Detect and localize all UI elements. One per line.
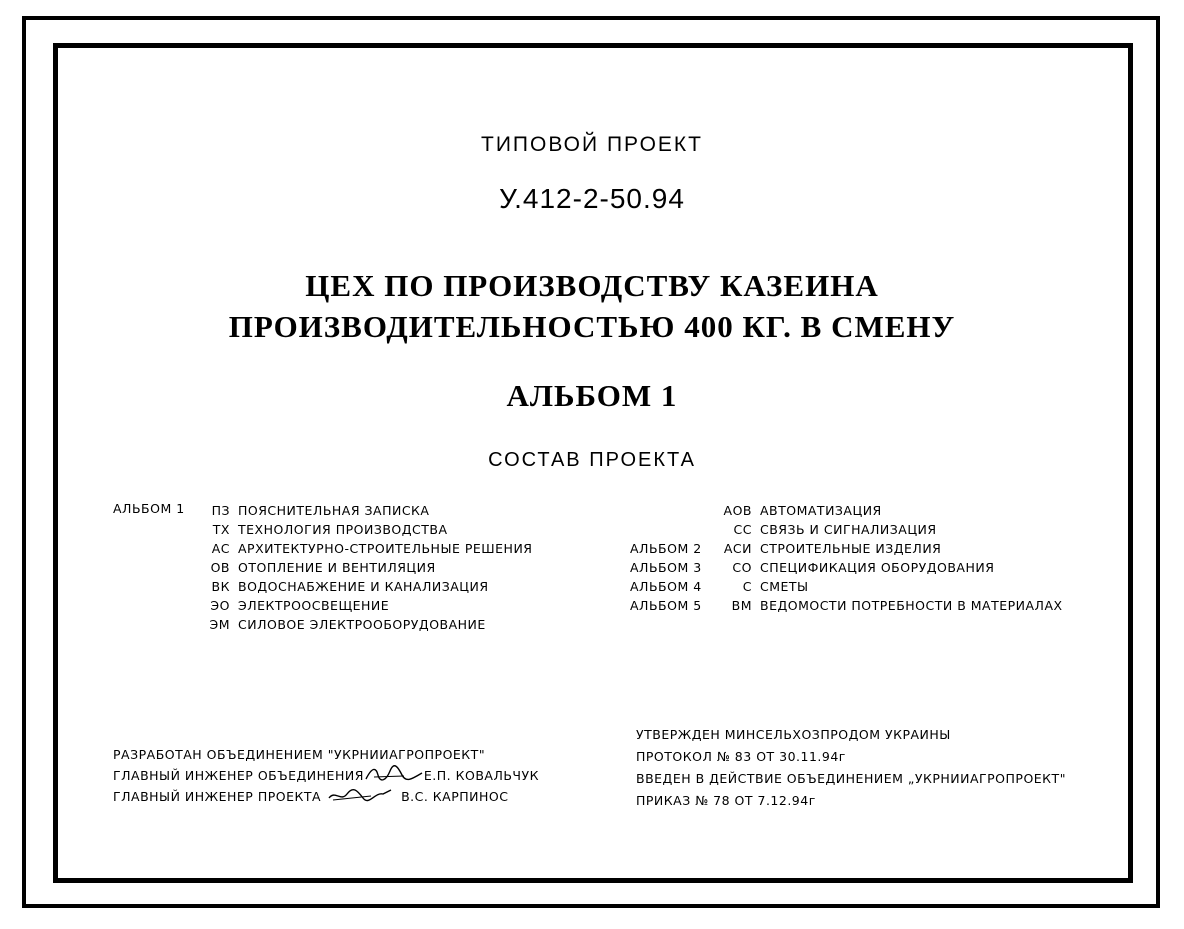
list-item <box>630 577 1063 596</box>
list-item <box>630 539 1063 558</box>
left-album-label: АЛЬБОМ 1 <box>113 501 185 516</box>
chief-engineer-org-label: ГЛАВНЫЙ ИНЖЕНЕР ОБЪЕДИНЕНИЯ <box>113 768 364 783</box>
section-name: СМЕТЫ <box>760 579 809 594</box>
section-code: С <box>742 579 752 594</box>
project-code: У.412-2-50.94 <box>499 183 685 214</box>
album-number <box>630 501 722 520</box>
section-code: ВМ <box>731 598 752 613</box>
section-name: СТРОИТЕЛЬНЫЕ ИЗДЕЛИЯ <box>760 541 942 556</box>
protocol-line <box>636 746 1066 768</box>
list-item <box>630 520 1063 539</box>
order-line <box>636 790 1066 812</box>
section-code: ПЗ <box>211 503 230 518</box>
developer-block <box>113 744 539 807</box>
list-item <box>630 596 1063 615</box>
section-code: ВК <box>211 579 230 594</box>
chief-engineer-project-name: В.С. КАРПИНОС <box>401 789 509 804</box>
album-number: АЛЬБОМ 3 <box>630 560 702 575</box>
section-code: АОВ <box>723 503 752 518</box>
list-item <box>200 577 533 596</box>
album-number: АЛЬБОМ 4 <box>630 579 702 594</box>
section-code: ТХ <box>212 522 230 537</box>
section-code: АС <box>211 541 230 556</box>
enacted-by-line <box>636 768 1066 790</box>
section-name: СВЯЗЬ И СИГНАЛИЗАЦИЯ <box>760 522 937 537</box>
composition-list-left <box>200 501 533 634</box>
section-name: СИЛОВОЕ ЭЛЕКТРООБОРУДОВАНИЕ <box>238 617 486 632</box>
chief-engineer-org-line <box>113 765 539 786</box>
section-code: ЭО <box>210 598 230 613</box>
album-number: АЛЬБОМ 5 <box>630 598 702 613</box>
section-code: СО <box>732 560 752 575</box>
section-name: СПЕЦИФИКАЦИЯ ОБОРУДОВАНИЯ <box>760 560 995 575</box>
section-name: ТЕХНОЛОГИЯ ПРОИЗВОДСТВА <box>238 522 448 537</box>
section-code: АСИ <box>723 541 752 556</box>
developed-by-text: РАЗРАБОТАН ОБЪЕДИНЕНИЕМ "УКРНИИАГРОПРОЕКТ" <box>113 747 486 762</box>
section-name: ПОЯСНИТЕЛЬНАЯ ЗАПИСКА <box>238 503 430 518</box>
album-number: АЛЬБОМ 2 <box>630 541 702 556</box>
composition-list-right <box>630 501 1063 615</box>
list-item <box>200 615 533 634</box>
signature-icon <box>321 786 401 806</box>
composition-title: СОСТАВ ПРОЕКТА <box>488 449 696 471</box>
approved-by-text: УТВЕРЖДЕН МИНСЕЛЬХОЗПРОДОМ УКРАИНЫ <box>636 727 951 742</box>
list-item <box>630 501 1063 520</box>
section-name: ЭЛЕКТРООСВЕЩЕНИЕ <box>238 598 390 613</box>
section-code: СС <box>733 522 752 537</box>
list-item <box>630 558 1063 577</box>
list-item <box>200 558 533 577</box>
section-name: ВЕДОМОСТИ ПОТРЕБНОСТИ В МАТЕРИАЛАХ <box>760 598 1063 613</box>
album-number <box>630 520 722 539</box>
list-item <box>200 501 533 520</box>
enacted-by-text: ВВЕДЕН В ДЕЙСТВИЕ ОБЪЕДИНЕНИЕМ „УКРНИИАГРОПРОЕКТ" <box>636 771 1066 786</box>
list-item <box>200 539 533 558</box>
project-title-line-1: ЦЕХ ПО ПРОИЗВОДСТВУ КАЗЕИНА <box>305 268 879 303</box>
section-code: ЭМ <box>209 617 230 632</box>
approval-block <box>636 724 1066 812</box>
album-title: АЛЬБОМ 1 <box>506 378 678 413</box>
chief-engineer-org-name: Е.П. КОВАЛЬЧУК <box>423 768 539 783</box>
project-type-label: ТИПОВОЙ ПРОЕКТ <box>481 133 703 156</box>
section-name: ОТОПЛЕНИЕ И ВЕНТИЛЯЦИЯ <box>238 560 436 575</box>
section-name: АВТОМАТИЗАЦИЯ <box>760 503 882 518</box>
order-text: ПРИКАЗ № 78 ОТ 7.12.94г <box>636 793 816 808</box>
developed-by-line <box>113 744 539 765</box>
signature-icon <box>364 765 424 785</box>
list-item <box>200 520 533 539</box>
section-name: ВОДОСНАБЖЕНИЕ И КАНАЛИЗАЦИЯ <box>238 579 489 594</box>
section-code: ОВ <box>210 560 230 575</box>
chief-engineer-project-line <box>113 786 539 807</box>
section-name: АРХИТЕКТУРНО-СТРОИТЕЛЬНЫЕ РЕШЕНИЯ <box>238 541 533 556</box>
protocol-text: ПРОТОКОЛ № 83 ОТ 30.11.94г <box>636 749 846 764</box>
approved-by-line <box>636 724 1066 746</box>
project-title-line-2: ПРОИЗВОДИТЕЛЬНОСТЬЮ 400 КГ. В СМЕНУ <box>228 309 956 344</box>
list-item <box>200 596 533 615</box>
chief-engineer-project-label: ГЛАВНЫЙ ИНЖЕНЕР ПРОЕКТА <box>113 789 322 804</box>
